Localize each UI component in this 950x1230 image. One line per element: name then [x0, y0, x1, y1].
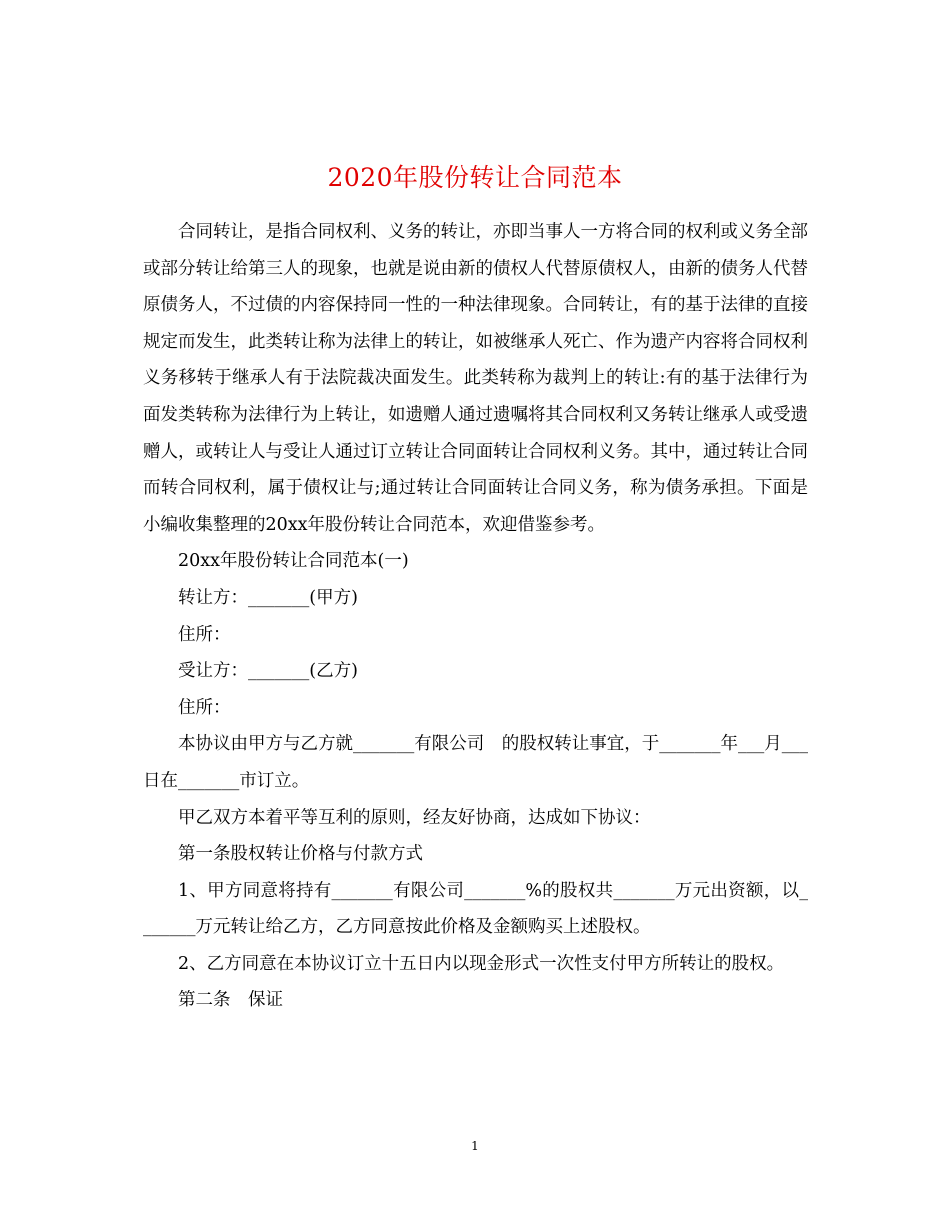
clause-1: 1、甲方同意将持有_______有限公司_______%的股权共_______万元出资额，以_______万元转让给乙方，乙方同意按此价格及金额购买上述股权。: [143, 880, 808, 938]
article-two-heading: 第二条 保证: [178, 990, 283, 1011]
transferor-line: 转让方：_______(甲方): [178, 587, 358, 608]
agreement-paragraph: 本协议由甲方与乙方就_______有限公司 的股权转让事宜，于_______年___月___日在_______市订立。: [143, 734, 808, 791]
principle-paragraph: 甲乙双方本着平等互利的原则，经友好协商，达成如下协议：: [178, 807, 651, 828]
intro-paragraph: 合同转让，是指合同权利、义务的转让，亦即当事人一方将合同的权利或义务全部或部分转让给第三人的现象，也就是说由新的债权人代替原债权人，由新的债务人代替原债务人，不过债的内容保持同一性的一种法律现象。合同转让，有的基于法律的直接规定而发生，此类转让称为法律上的转让，如被继承人死亡、作为遗产内容将合同权利义务移转于继承人有于法院裁决面发生。此类转称为裁判上的转让:有的基于法律行为面发类转称为法律行为上转让，如遗赠人通过遗嘱将其合同权利又务转让继承人或受遗赠人，或转让人与受让人通过订立转让合同面转让合同权利义务。其中，通过转让合同而转合同权利，属于债权让与;通过转让合同面转让合同义务，称为债务承担。下面是小编收集整理的20xx年股份转让合同范本，欢迎借鉴参考。: [143, 222, 808, 535]
transferee-address-line: 住所：: [178, 697, 231, 718]
page-number: 1: [471, 1139, 479, 1153]
clause-2: 2、乙方同意在本协议订立十五日内以现金形式一次性支付甲方所转让的股权。: [178, 953, 785, 974]
contract-heading: 20xx年股份转让合同范本(一): [178, 551, 409, 572]
document-body: [143, 214, 808, 1019]
document-title: 2020年股份转让合同范本: [327, 162, 623, 192]
transferee-line: 受让方：_______(乙方): [178, 661, 358, 682]
transferor-address-line: 住所：: [178, 624, 231, 645]
article-one-heading: 第一条股权转让价格与付款方式: [178, 844, 423, 865]
